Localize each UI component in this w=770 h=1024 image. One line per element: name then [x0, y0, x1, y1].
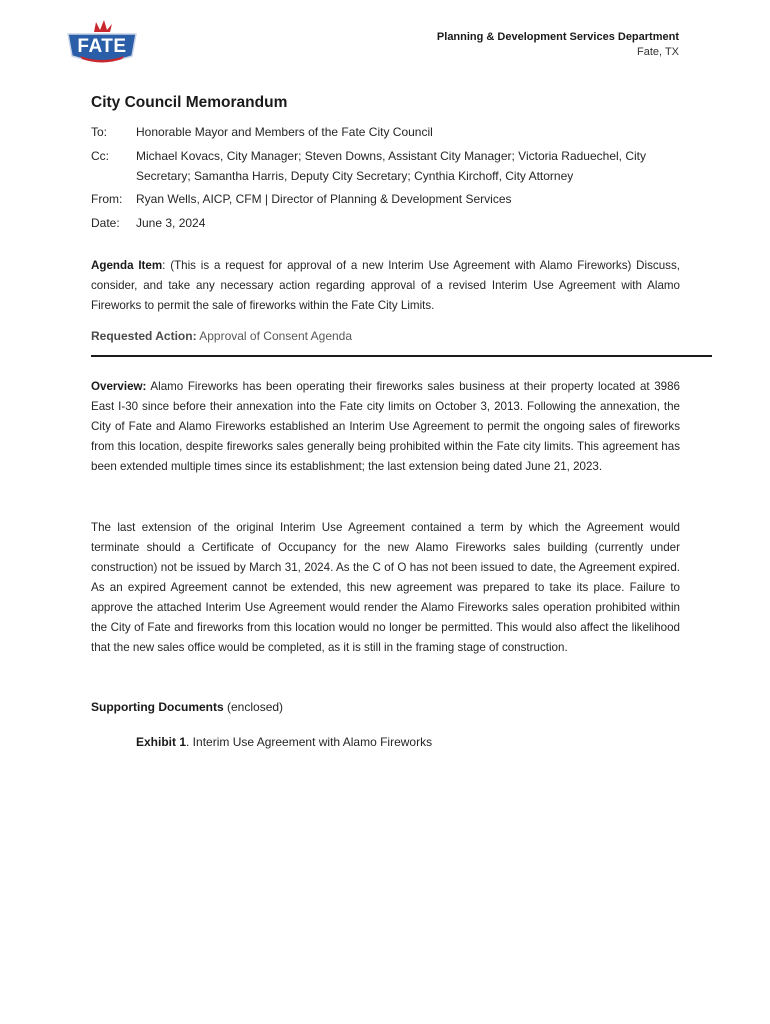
- agenda-item-paragraph: [91, 256, 680, 316]
- supporting-documents: [91, 697, 283, 717]
- requested-action-value: Approval of Consent Agenda: [199, 329, 353, 343]
- memo-from-row: [91, 189, 681, 209]
- section-divider: [91, 355, 712, 357]
- department-name: Planning & Development Services Department: [436, 31, 679, 43]
- memo-to-row: [91, 122, 681, 142]
- agenda-item-label: Agenda Item: [91, 259, 163, 272]
- from-label: From:: [91, 192, 123, 206]
- memo-cc-row: [91, 146, 681, 186]
- exhibit-label: Exhibit 1: [136, 735, 187, 749]
- date-label: Date:: [91, 216, 120, 230]
- memo-title: City Council Memorandum: [91, 94, 288, 111]
- from-value: Ryan Wells, AICP, CFM | Director of Planning & Development Services: [136, 192, 512, 206]
- cc-label: Cc:: [91, 149, 109, 163]
- overview-label: Overview:: [91, 380, 147, 393]
- to-value: Honorable Mayor and Members of the Fate City Council: [136, 125, 433, 139]
- memo-date-row: [91, 213, 681, 233]
- agreement-paragraph: The last extension of the original Interim Use Agreement contained a term by which the Agreement would terminate should a Certificate of Occupancy for the new Alamo Fireworks sales building (currently under construction) not be issued by March 31, 2024. As the C of O has not been issued to date, the Agreement expired. As an expired Agreement cannot be extended, this new agreement was prepared to take its place. Failure to approve the attached Interim Use Agreement would render the Alamo Fireworks sales operation prohibited within the City of Fate and fireworks from this location would no longer be permitted. This would also affect the likelihood that the new sales office would be completed, as it is still in the framing stage of construction.: [91, 521, 680, 654]
- exhibit-text: . Interim Use Agreement with Alamo Fireworks: [186, 735, 433, 749]
- supporting-documents-label: Supporting Documents: [91, 700, 224, 714]
- logo-flame-icon: [94, 20, 112, 32]
- logo-text: FATE: [77, 36, 127, 57]
- overview-paragraph: [91, 377, 680, 477]
- fate-city-logo: [66, 18, 138, 64]
- supporting-documents-note: (enclosed): [227, 700, 284, 714]
- exhibit-item: [136, 732, 432, 752]
- cc-value: Michael Kovacs, City Manager; Steven Downs, Assistant City Manager; Victoria Raduechel, City Secretary; Samantha Harris, Deputy City Secretary; Cynthia Kirchoff, City Attorney: [136, 149, 646, 183]
- letterhead: [437, 30, 679, 60]
- requested-action: [91, 326, 352, 346]
- agenda-item-text: : (This is a request for approval of a new Interim Use Agreement with Alamo Fireworks) Discuss, consider, and take any necessary action regarding approval of a revised Interim Use Agreement with Alamo Fireworks to permit the sale of fireworks within the Fate City Limits.: [91, 259, 680, 312]
- city-location: Fate, TX: [637, 46, 679, 58]
- date-value: June 3, 2024: [136, 216, 206, 230]
- requested-action-label: Requested Action:: [91, 329, 197, 343]
- to-label: To:: [91, 125, 108, 139]
- overview-text: Alamo Fireworks has been operating their fireworks sales business at their property located at 3986 East I-30 since before their annexation into the Fate city limits on October 3, 2013. Following the annexation, the City of Fate and Alamo Fireworks established an Interim Use Agreement to permit the ongoing sales of fireworks from this location, despite fireworks sales generally being prohibited within the Fate city limits. This agreement has been extended multiple times since its establishment; the last extension being dated June 21, 2023.: [91, 380, 680, 473]
